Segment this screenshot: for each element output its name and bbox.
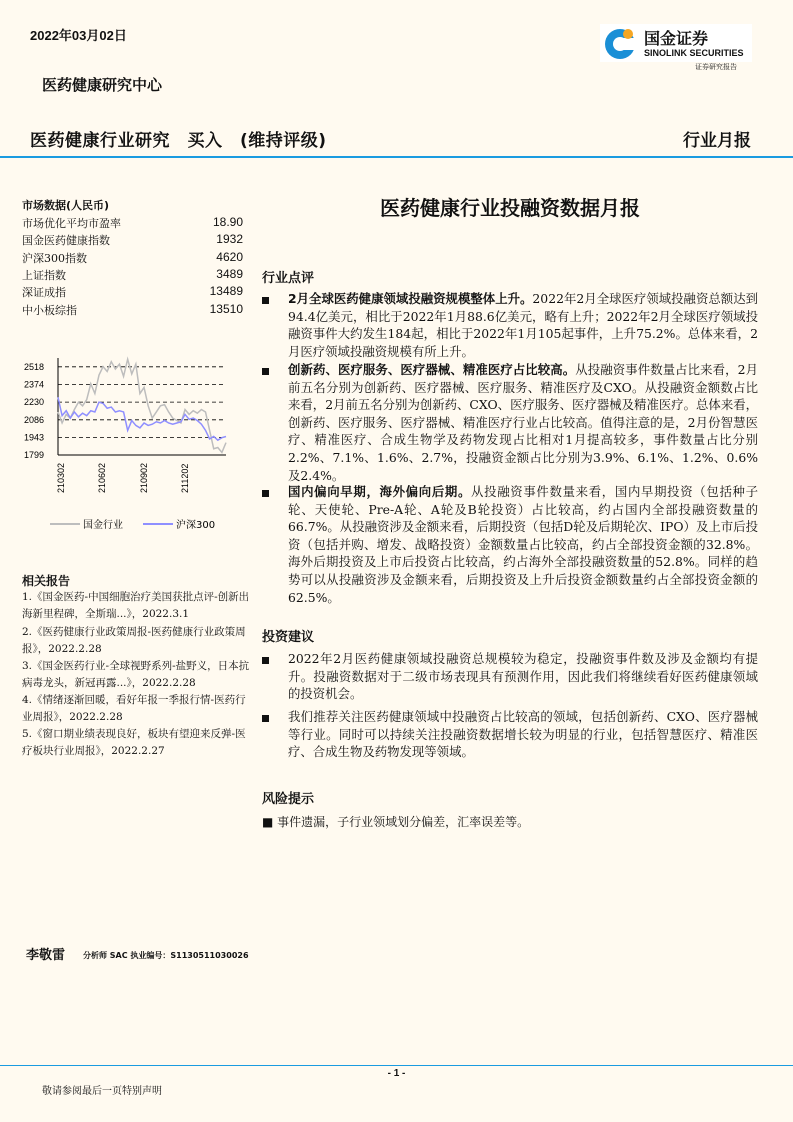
related-report-5[interactable]: 5.《窗口期业绩表现良好，板块有望迎来反弹-医疗板块行业周报》，2022.2.27 — [22, 728, 246, 757]
review-item-2 — [288, 361, 758, 484]
analyst-sac-number: 分析师 SAC 执业编号：S1130511030026 — [83, 951, 249, 960]
item-text: 2022年2月全球医疗领域投融资总额达到94.4亿美元，相比于2022年1月88.6亿美元，略有上升；2022年2月全球医疗领域投融资事件大约发生184起，相比于2022年1月105起事件，上升75.2%。总体来看，2月医疗领域投融资规模有所上升。 — [288, 291, 758, 359]
logo-mark-icon — [604, 26, 638, 60]
header-rule — [0, 156, 793, 158]
related-report-3[interactable]: 3.《国金医药行业-全球视野系列-盐野义，日本抗病毒龙头，新冠再露...》，2022.2.28 — [22, 660, 250, 689]
related-report-2[interactable]: 2.《医药健康行业政策周报-医药健康行业政策周报》，2022.2.28 — [22, 626, 246, 655]
item-lead: 创新药、医疗服务、医疗器械、精准医疗占比较高。 — [288, 362, 576, 377]
market-row — [22, 284, 243, 300]
y-tick-label: 2230 — [24, 397, 45, 408]
market-row — [22, 232, 243, 248]
bullet-icon — [262, 657, 269, 664]
market-value: 18.90 — [212, 215, 243, 229]
market-label: 国金医药健康指数 — [22, 234, 110, 248]
legend-label: 国金行业 — [83, 520, 123, 531]
footer-rule — [0, 1065, 793, 1066]
logo-subtitle: 证券研究报告 — [695, 63, 737, 71]
logo-english: SINOLINK SECURITIES — [644, 48, 744, 58]
item-text: 从投融资事件数量占比来看，2月前五名分别为创新药、医疗器械、医疗服务、精准医疗及CXO。从投融资金额数占比来看，2月前五名分别为创新药、CXO、医疗服务、医疗器械及精准医疗。总体来看，创新药、医疗服务、医疗器械、精准医疗行业占比较高。值得注意的是，2月份智慧医疗、精准医疗、合成生物学及药物发现占比相对1月提高较多，事件数量占比分别2.2%、7.1%、1.6%、2.7%，投融资金额占比分别为3.9%、6.1%、1.2%、0.6%及2.4%。 — [288, 362, 759, 483]
market-label: 沪深300指数 — [22, 251, 87, 265]
advice-item-1: 2022年2月医药健康领域投融资总规模较为稳定，投融资事件数及涉及金额均有提升。投融资数据对于二级市场表现具有预测作用，因此我们将继续看好医药健康领域的投资机会。 — [288, 651, 758, 702]
document-title: 医药健康行业投融资数据月报 — [380, 196, 640, 220]
analyst-name: 李敬雷 — [26, 948, 66, 963]
y-tick-label: 2518 — [24, 361, 45, 372]
report-date: 2022年03月02日 — [30, 28, 127, 43]
section-heading-advice: 投资建议 — [262, 630, 315, 645]
market-row — [22, 215, 243, 231]
disclaimer: 敬请参阅最后一页特别声明 — [42, 1086, 162, 1097]
bullet-icon — [262, 297, 269, 304]
x-tick-label: 210902 — [139, 462, 149, 493]
market-row — [22, 250, 243, 266]
legend-label: 沪深300 — [176, 520, 216, 531]
market-value: 4620 — [216, 249, 243, 264]
y-tick-label: 2086 — [24, 414, 45, 425]
research-center: 医药健康研究中心 — [42, 76, 163, 94]
bullet-icon — [262, 715, 269, 722]
market-value: 13489 — [209, 284, 243, 299]
y-tick-label: 1799 — [24, 450, 45, 460]
item-lead: 国内偏向早期，海外偏向后期。 — [288, 484, 472, 499]
related-report-1[interactable]: 1.《国金医药-中国细胞治疗美国获批点评-创新出海新里程碑，全斯瑞...》，2022.3.1 — [22, 591, 250, 620]
market-label: 市场优化平均市盈率 — [22, 217, 121, 230]
report-heading: 医药健康行业研究 买入 (维持评级) — [30, 131, 327, 151]
bullet-icon — [262, 368, 269, 375]
index-chart — [0, 340, 250, 540]
series-line-industry — [58, 359, 226, 452]
section-heading-review: 行业点评 — [262, 271, 315, 286]
report-type: 行业月报 — [683, 131, 751, 151]
risk-text: ■ 事件遗漏，子行业领域划分偏差，汇率误差等。 — [262, 815, 530, 829]
market-row — [22, 302, 243, 318]
market-label: 深证成指 — [22, 286, 66, 300]
review-item-1 — [288, 290, 758, 360]
related-report-4[interactable]: 4.《情绪逐渐回暖，看好年报一季报行情-医药行业周报》，2022.2.28 — [22, 694, 246, 723]
page-number: - 1 - — [387, 1068, 406, 1079]
x-tick-label: 211202 — [180, 463, 190, 493]
market-value: 13510 — [209, 301, 243, 316]
market-label: 上证指数 — [22, 268, 66, 282]
x-tick-label: 210302 — [56, 462, 66, 493]
y-tick-label: 2374 — [24, 379, 45, 390]
market-value: 1932 — [216, 232, 243, 247]
sinolink-logo — [600, 24, 752, 62]
advice-item-2: 我们推荐关注医药健康领域中投融资占比较高的领域，包括创新药、CXO、医疗器械等行业。同时可以持续关注投融资数据增长较为明显的行业，包括智慧医疗、精准医疗、合成生物及药物发现等领域。 — [288, 709, 758, 760]
logo-name: 国金证券 — [644, 29, 709, 48]
review-item-3 — [288, 483, 758, 606]
related-reports-heading: 相关报告 — [22, 574, 71, 588]
market-row — [22, 267, 243, 283]
y-tick-label: 1943 — [24, 432, 45, 443]
x-tick-label: 210602 — [97, 462, 107, 493]
section-heading-risk: 风险提示 — [262, 792, 315, 807]
market-data-heading: 市场数据(人民币) — [22, 199, 110, 212]
bullet-icon — [262, 490, 269, 497]
item-text: 从投融资事件数量来看，国内早期投资（包括种子轮、天使轮、Pre-A轮、A轮及B轮投资）占比较高，约占国内全部投融资数量的66.7%。从投融资涉及金额来看，后期投资（包括D轮及后期轮次、IPO）及上市后投资（包括并购、增发、战略投资）金额数量占比较高，约占全部投资金额的32.8%。海外后期投资及上市后投资占比较高，约占海外全部投融资数量的52.8%。同样的趋势可以从投融资涉及金额来看，后期投资及上升后投资金额数量约占全部投资金额的62.5%。 — [288, 484, 759, 605]
item-lead: 2月全球医药健康领域投融资规模整体上升。 — [288, 291, 533, 306]
market-label: 中小板综指 — [22, 303, 77, 317]
market-value: 3489 — [216, 266, 243, 281]
